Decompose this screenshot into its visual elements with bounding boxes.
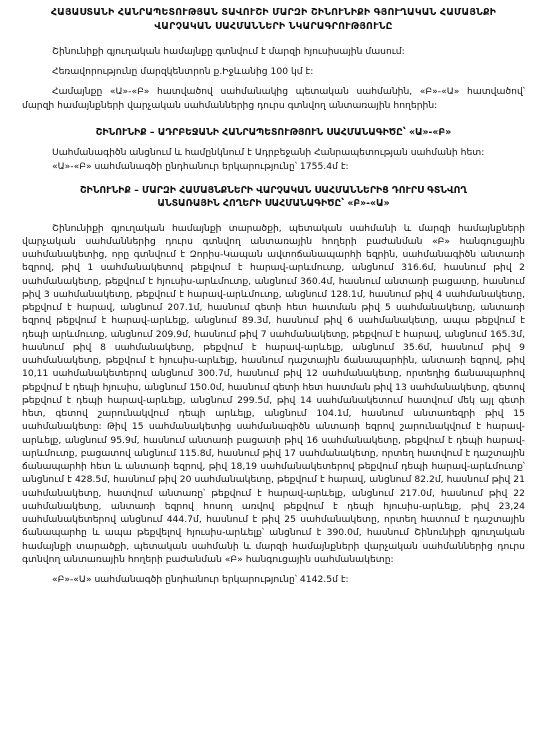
document-title-line-1: ՀԱՅԱՍՏԱՆԻ ՀԱՆՐԱՊԵՏՈՒԹՅԱՆ ՏԱՎՈՒՇԻ ՄԱՐԶԻ ՇԻՆՈՒՆԻՔԻ ԳՅՈՒՂԱԿԱՆ ՀԱՄԱՅՆՔԻ xyxy=(50,7,497,18)
section-1-title: ՇԻՆՈՒՆԻՔ – ԱԴՐԲԵՋԱՆԻ ՀԱՆՐԱՊԵՏՈՒԹՅՈՒՆ ՍԱՀՄԱՆԱԳԻԾԸ՝ «Ա»-«Բ» xyxy=(95,126,452,138)
section-2-title-line-2: ԱՆՏԱՌԱՅԻՆ ՀՈՂԵՐԻ ՍԱՀՄԱՆԱԳԻԾԸ՝ «Բ»-«Ա» xyxy=(157,198,390,210)
section-2-title-line-1: ՇԻՆՈՒՆԻՔ – ՄԱՐԶԻ ՀԱՄԱՅՆՔՆԵՐԻ ՎԱՐՉԱԿԱՆ ՍԱՀՄԱՆՆԵՐԻՑ ԴՈՒՐՍ ԳՏՆՎՈՂ xyxy=(79,184,468,196)
section-1-total-length: «Ա»-«Բ» սահմանագծի ընդհանուր երկարությունը՝ 1755.4մ է: xyxy=(52,160,349,172)
intro-location: Շինունիքի գյուղական համայնքը գտնվում է մարզի հյուսիսային մասում: xyxy=(52,46,405,57)
section-2-total-length: «Բ»-«Ա» սահմանագծի ընդհանուր երկարությունը՝ 4142.5մ է: xyxy=(52,574,349,586)
document-title-line-2: ՎԱՐՉԱԿԱՆ ՍԱՀՄԱՆՆԵՐԻ ՆԿԱՐԱԳՐՈՒԹՅՈՒՆԸ xyxy=(154,21,393,32)
intro-distance: Հեռավորությունը մարզկենտրոն ք.Իջևանից 100 կմ է: xyxy=(52,66,314,78)
intro-borders: Համայնքը «Ա»-«Բ» հատվածով սահմանակից պետական սահմանին, «Բ»-«Ա» հատվածով՝ մարզի համայնքների վարչական սահմաններից դուրս գտնվող անտառային հողերին: xyxy=(22,86,525,111)
section-2-description: Շինունիքի գյուղական համայնքի տարածքի, պետական սահմանի և մարզի համայնքների վարչական սահմաններից դուրս գտնվող անտառային հողերի բաժանման «Բ» հանգուցային սահմանակետից, որը գտնվում է Զորիս-Կապան ավտոճանապարհի եզրին, սահմանագիծն անտառի եզրով, թիվ 1 սահմանակետով թեքվում է հարավ-արևմուտք, անցնում 316.6մ, հասնում թիվ 2 սահմանակետը, թեքվում է հյուսիս-արևմուտք, անցնում 360.4մ, հասնում անտառի բացատը, հասնում թիվ 3 սահմանակետը, թեքվում է հարավ-արևմուտք, անցնում 128.1մ, հասնում թիվ 4 սահմանակետը, թեքվում է հարավ, անցնում 207.1մ, հասնում գետի հետ հատման թիվ 5 սահմանակետը, անտառի եզրով թեքվում է հարավ-արևելք, անցնում 89.3մ, հասնում թիվ 6 սահմանակետը, ապա թեքվում է դեպի արևմուտք, անցնում 209.9մ, հասնում թիվ 7 սահմանակետը, թեքվում է հարավ, անցնում 165.3մ, հասնում թիվ 8 սահմանակետը, թեքվում է հարավ-արևելք, անցնում 35.6մ, հասնում թիվ 9 սահմանակետը, թեքվում է հյուսիս-արևելք, հասնում դաշտային ճանապարհին, անտառի եզրով, թիվ 10,11 սահմանակետերով անցնում 300.7մ, հասնում թիվ 12 սահմանակետը, որտեղից ճանապարհով թեքվում է դեպի հյուսիս, անցնում 150.0մ, հասնում գետի հետ հատման թիվ 13 սահմանակետը, գետով թեքվում է դեպի հարավ-արևելք, անցնում 299.5մ, թիվ 14 սահմանակետում հատվում մեկ այլ գետի հետ, գետով շարունակվում դեպի արևելք, անցնում 104.1մ, հասնում անտառեզրի թիվ 15 սահմանակետը: Թիվ 15 սահմանակետից սահմանագիծն անտառի եզրով շարունակվում է հարավ-արևելք, անցնում 95.9մ, հասնում անտառի բացատի թիվ 16 սահմանակետը, թեքվում է դեպի հարավ-արևմուտք, բացատով անցնում 115.8մ, հասնում թիվ 17 սահմանակետը, որտեղ հատվում է դաշտային ճանապարհի հետ և անտառի եզրով, թիվ 18,19 սահմանակետերով թեքվում դեպի հարավ-արևմուտք՝ անցնում է 428.5մ, հասնում թիվ 20 սահմանակետը, թեքվում է հարավ, անցնում 82.2մ, հասնում թիվ 21 սահմանակետը, հատվում անտառը՝ թեքվում է հարավ-արևելք, անցնում 217.0մ, հասնում թիվ 22 սահմանակետը, անտառի եզրով հոսող առվով թեքվում է դեպի հյուսիս-արևելք, թիվ 23,24 սահմանակետերով անցնում 444.7մ, հասնում է թիվ 25 սահմանակետը, որտեղ հատում է դաշտային ճանապարհը և ապա թեքվելով հյուսիս-արևելք՝ անցնում է 390.0մ, հասնում Շինունիքի գյուղական համայնքի տարածքի, պետական սահմանի և մարզի համայնքների վարչական սահմաններից դուրս գտնվող անտառային հողերի բաժանման «Բ» հանգուցային սահմանակետը: xyxy=(22,222,525,565)
section-1-description: Սահմանագիծն անցնում և համընկնում է Ադրբեջանի Հանրապետության սահմանի հետ: xyxy=(52,147,485,159)
